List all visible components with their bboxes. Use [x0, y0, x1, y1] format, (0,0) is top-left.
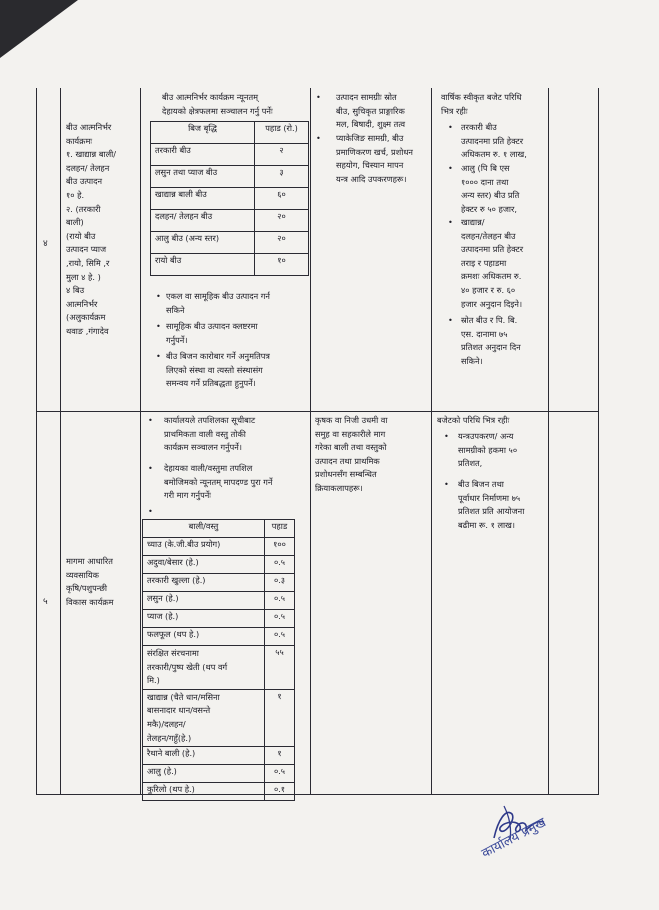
table-cell: तरकारी खुल्ला (हे.) [143, 574, 265, 592]
bullet-icon: • [156, 291, 161, 301]
table-cell: १ [265, 747, 295, 765]
table-row [151, 254, 309, 276]
table-cell: आलु (हे.) [143, 765, 265, 783]
table-cell: च्याउ (के.जी.बीउ प्रयोग) [143, 538, 265, 556]
table-border-bottom [36, 794, 599, 795]
table-cell: कुरिलो (थप हे.) [143, 783, 265, 801]
table-cell: खाद्यान्न बाली बीउ [151, 188, 255, 210]
table-cell: १ [265, 689, 295, 746]
budget-intro: बजेटको परिधि भित्र रहीः [437, 415, 510, 425]
table-border-right [598, 88, 599, 795]
table-cell: ०.५ [265, 628, 295, 646]
input-materials: उत्पादन सामग्रीः स्रोत बीउ, सुचिकृत प्राङ्गारिक मल, बिषादी, शुक्ष्म तत्व [336, 92, 406, 130]
table-cell: २० [255, 232, 309, 254]
table-cell: ०.५ [265, 610, 295, 628]
bullet-icon: • [444, 431, 449, 441]
bullet-icon: • [156, 351, 161, 361]
table-row [143, 765, 295, 783]
table-cell: फलफूल (थप हे.) [143, 628, 265, 646]
table-cell: दलहन/ तेलहन बीउ [151, 210, 255, 232]
table-row [143, 628, 295, 646]
table-cell: रैथाने बाली (हे.) [143, 747, 265, 765]
table-header-cell: पहाड (रो.) [255, 122, 309, 144]
table-cell: आलु बीउ (अन्य स्तर) [151, 232, 255, 254]
input-materials: प्याकेजिङ सामग्री, बीउ प्रमाणिकरण खर्च, प्रशोधन सहयोग, चिस्यान मापन यन्त्र आदि उपकरणहरू। [336, 133, 413, 184]
table-row [151, 188, 309, 210]
bullet-icon: • [148, 506, 153, 516]
table-cell: लसुन तथा प्याज बीउ [151, 166, 255, 188]
table-cell: २ [255, 144, 309, 166]
bullet-icon: • [148, 415, 153, 425]
bullet-icon: • [316, 133, 321, 143]
table-cell: प्याज (हे.) [143, 610, 265, 628]
table-cell: ०.१ [265, 783, 295, 801]
bullet-icon: • [448, 122, 453, 132]
serial-number: ४ [43, 239, 48, 249]
table-header-cell: बाली/वस्तु [143, 520, 265, 538]
table-row [143, 556, 295, 574]
bullet-icon: • [448, 163, 453, 173]
table-row [143, 592, 295, 610]
description-bullet: सामूहिक बीउ उत्पादन क्लष्टरमा गर्नुपर्ने। [166, 321, 258, 345]
serial-number: ५ [43, 597, 48, 607]
table-row [143, 689, 295, 746]
bullet-icon: • [444, 479, 449, 489]
table-header-row [151, 122, 309, 144]
table-cell: तरकारी बीउ [151, 144, 255, 166]
description-bullet: कार्यालयले तपशिलका सूचीबाट प्राथमिकता वाली वस्तु तोकी कार्यक्रम सञ्चालन गर्नुपर्ने। [164, 415, 256, 453]
table-row [143, 783, 295, 801]
description-bullet: एकल वा सामूहिक बीउ उत्पादन गर्न सकिने [166, 291, 270, 315]
row-divider [36, 411, 599, 412]
budget-bullet: आलु (पि बि एस १००० दाना तथा अन्य स्तर) बीउ प्रति हेक्टर रु ५० हजार, [461, 163, 520, 214]
table-row [151, 232, 309, 254]
crop-area-table [142, 519, 295, 801]
table-row [143, 646, 295, 690]
budget-bullet: स्रोत बीउ र पि. बि. एस. दानामा ७५ प्रतिशत अनुदान दिन सकिने। [461, 315, 521, 366]
budget-bullet: बीउ बिजन तथा पूर्वाधार निर्माणमा ७५ प्रतिशत प्रति आयोजना बढीमा रू. १ लाख। [458, 479, 525, 530]
table-cell: ६० [255, 188, 309, 210]
table-cell: रायो बीउ [151, 254, 255, 276]
table-cell: ०.३ [265, 574, 295, 592]
bullet-icon: • [448, 315, 453, 325]
description-bullet: बीउ बिजन कारोबार गर्ने अनुमतिपत्र लिएको संस्था वा त्यस्तो संस्थासंग समन्वय गर्ने प्रतिबद्धता हुनुपर्ने। [166, 351, 270, 389]
office-head-stamp: कार्यालय प्रमुख [479, 815, 549, 862]
table-header-cell: बिज बृद्धि [151, 122, 255, 144]
program-name: बीउ आत्मनिर्भर कार्यक्रमः १. खाद्यान्न बाली/ दलहन/ तेलहन बीउ उत्पादन १० हे. २. (तरकारी बाली) (रायो बीउ उत्पादन प्याज ,रायो, सिमि ,र मुला ४ हे. ) ४ बिउ आत्मनिर्भर (अलुकार्यक्रम थवाङ ,गंगादेव [66, 122, 117, 336]
table-row [143, 574, 295, 592]
budget-bullet: खाद्यान्न/ दलहन/तेलहन बीउ उत्पादनमा प्रति हेक्टर तराइ र पहाडमा क्रमशः अधिकतम रु. ४० हजार र रु. ६० हजार अनुदान दिइने। [461, 217, 524, 309]
table-cell: अदुवा/बेसार (हे.) [143, 556, 265, 574]
bullet-icon: • [156, 321, 161, 331]
table-cell: ०.५ [265, 592, 295, 610]
table-cell: १० [255, 254, 309, 276]
table-cell: २० [255, 210, 309, 232]
table-cell: ३ [255, 166, 309, 188]
budget-intro: वार्षिक स्वीकृत बजेट परिधि भित्र रहीः [441, 92, 522, 116]
table-cell: ०.५ [265, 765, 295, 783]
budget-bullet: तरकारी बीउ उत्पादनमा प्रति हेक्टर अधिकतम रु. १ लाख, [461, 122, 527, 160]
table-row [143, 747, 295, 765]
program-name: मागमा आधारित व्यवसायिक कृषि/पशुपन्छी विकास कार्यक्रम [66, 556, 114, 607]
table-border-col2 [140, 88, 141, 795]
bullet-icon: • [148, 463, 153, 473]
table-row [143, 610, 295, 628]
table-cell: संरक्षित संरचनामा तरकारी/पुष्प खेती (थप वर्ग मि.) [143, 646, 265, 690]
table-header-row [143, 520, 295, 538]
description-bullet: देहायका वाली/वस्तुमा तपशिल बमोजिमको न्यूनतम् मापदण्ड पुरा गर्ने गरी माग गर्नुपर्नेः [164, 463, 273, 501]
table-row [151, 210, 309, 232]
table-cell: खाद्यान्न (चैते धान/मसिना बासनादार धान/वसन्ते मकै)/दलहन/ तेलहन/गहुँ(हे.) [143, 689, 265, 746]
table-cell: ०.५ [265, 556, 295, 574]
table-border-col4 [431, 88, 432, 795]
table-border-col1 [60, 88, 61, 795]
bullet-icon: • [448, 217, 453, 227]
table-row [151, 166, 309, 188]
table-cell: १०० [265, 538, 295, 556]
table-row [143, 538, 295, 556]
bullet-icon: • [316, 92, 321, 102]
input-activities: कृषक वा निजी उधमी वा समुह वा सहकारीले माग गरेका बाली तथा वस्तुको उत्पादन तथा प्राथमिक प्रशोधनसँग सम्बन्धित क्रियाकलापहरू। [315, 415, 388, 493]
table-cell: ५५ [265, 646, 295, 690]
table-header-cell: पहाड [265, 520, 295, 538]
seed-area-table [150, 121, 309, 276]
table-cell: लसुन (हे.) [143, 592, 265, 610]
budget-bullet: यन्त्रउपकरण/ अन्य सामग्रीको हकमा ५० प्रतिशत, [458, 431, 518, 469]
table-row [151, 144, 309, 166]
table-border-left [36, 88, 37, 795]
description-intro: बीउ आत्मनिर्भर कार्यक्रम न्यूनतम् देहायको क्षेत्रफलमा सञ्चालन गर्नु पर्नेः [162, 92, 273, 116]
table-border-col3 [310, 88, 311, 795]
page-corner-shadow [0, 0, 78, 58]
table-border-col5 [548, 88, 549, 795]
